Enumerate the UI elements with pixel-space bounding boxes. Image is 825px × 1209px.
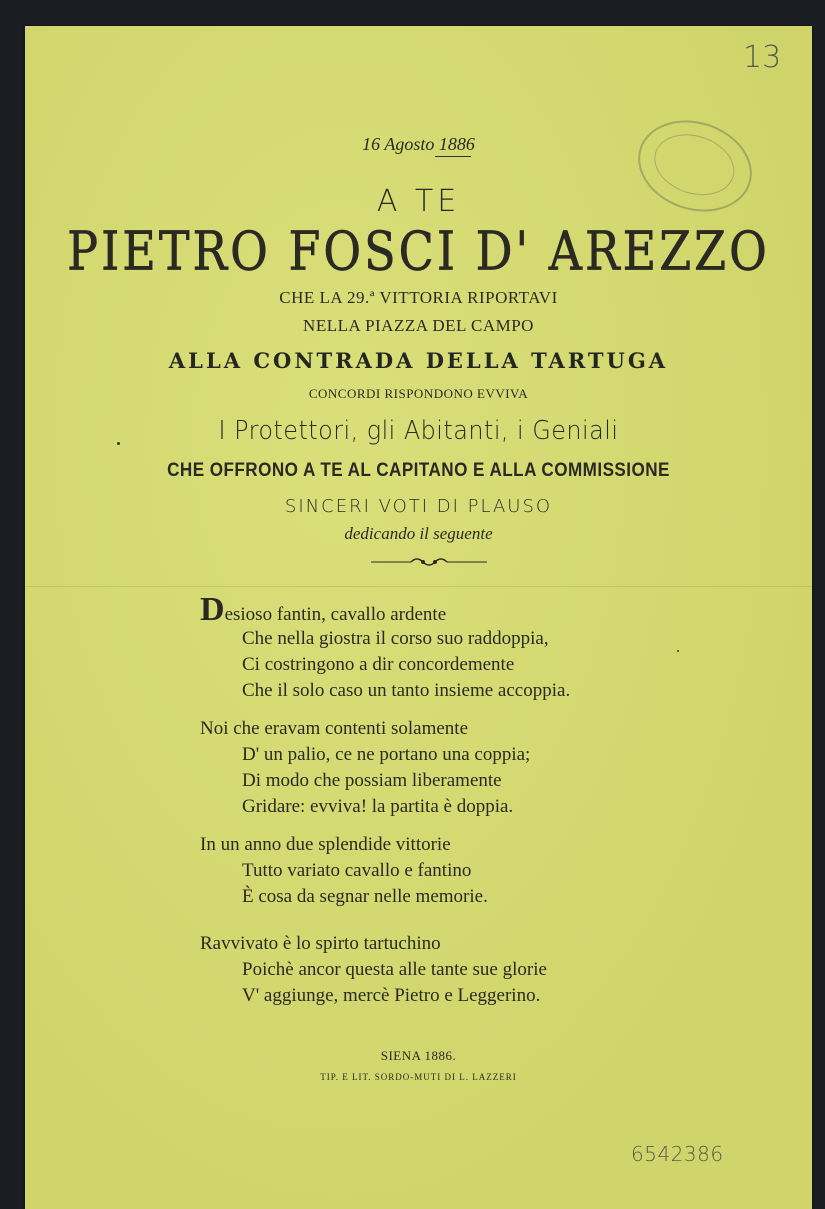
broadside-sheet bbox=[25, 26, 812, 1209]
poem-stanza-3 bbox=[200, 832, 488, 910]
poem-line-text: esioso fantin, cavallo ardente bbox=[224, 604, 447, 625]
poem-stanza-1 bbox=[200, 591, 571, 704]
poem-line: Gridare: evviva! la partita è doppia. bbox=[242, 796, 514, 817]
page-number-annotation: 13 bbox=[743, 40, 782, 75]
imprint-city: SIENA 1886. bbox=[380, 1048, 457, 1063]
catalog-number-annotation: 6542386 bbox=[631, 1142, 724, 1166]
voti-line: SINCERI VOTI DI PLAUSO bbox=[284, 496, 553, 517]
piazza-line: NELLA PIAZZA DEL CAMPO bbox=[303, 316, 534, 335]
poem-line: Di modo che possiam liberamente bbox=[242, 770, 502, 791]
concordi-line: CONCORDI RISPONDONO EVVIVA bbox=[308, 386, 529, 401]
poem-stanza-2 bbox=[200, 716, 530, 820]
poem-line: È cosa da segnar nelle memorie. bbox=[242, 886, 488, 907]
poem-line: Poichè ancor questa alle tante sue glorie bbox=[242, 959, 547, 980]
victory-line: CHE LA 29.ª VITTORIA RIPORTAVI bbox=[279, 288, 558, 307]
poem-stanza-4 bbox=[200, 931, 547, 1009]
poem-line bbox=[200, 591, 570, 628]
ink-speck bbox=[117, 442, 120, 445]
poem-line: Che il solo caso un tanto insieme accoppia. bbox=[242, 680, 571, 701]
ink-speck bbox=[677, 650, 679, 652]
poem-line: In un anno due splendide vittorie bbox=[200, 834, 451, 855]
imprint-printer: TIP. E LIT. SORDO-MUTI DI L. LAZZERI bbox=[320, 1072, 517, 1082]
protettori-line: I Protettori, gli Abitanti, i Geniali bbox=[218, 416, 619, 446]
date-underline bbox=[435, 156, 471, 157]
dedicando-line: dedicando il seguente bbox=[344, 524, 493, 543]
poem-line: Tutto variato cavallo e fantino bbox=[242, 860, 472, 881]
poem-line: Ci costringono a dir concordemente bbox=[242, 654, 515, 675]
contrada-line: ALLA CONTRADA DELLA TARTUGA bbox=[168, 348, 669, 373]
poem-line: Che nella giostra il corso suo raddoppia, bbox=[242, 628, 549, 649]
drop-initial: D bbox=[200, 591, 225, 628]
paper-fold-line bbox=[25, 586, 812, 587]
poem-line: Noi che eravam contenti solamente bbox=[200, 718, 469, 739]
poem-line: D' un palio, ce ne portano una coppia; bbox=[242, 744, 531, 765]
poem-line: Ravvivato è lo spirto tartuchino bbox=[200, 933, 441, 954]
poem-line: V' aggiunge, mercè Pietro e Leggerino. bbox=[242, 985, 541, 1006]
dedication-a-te: A TE bbox=[376, 184, 461, 219]
offrono-line: CHE OFFRONO A TE AL CAPITANO E ALLA COMMISSIONE bbox=[167, 460, 670, 481]
honoree-name: PIETRO FOSCI D' AREZZO bbox=[67, 220, 770, 283]
ornament-divider bbox=[371, 556, 487, 568]
date-line: 16 Agosto 1886 bbox=[362, 134, 475, 154]
